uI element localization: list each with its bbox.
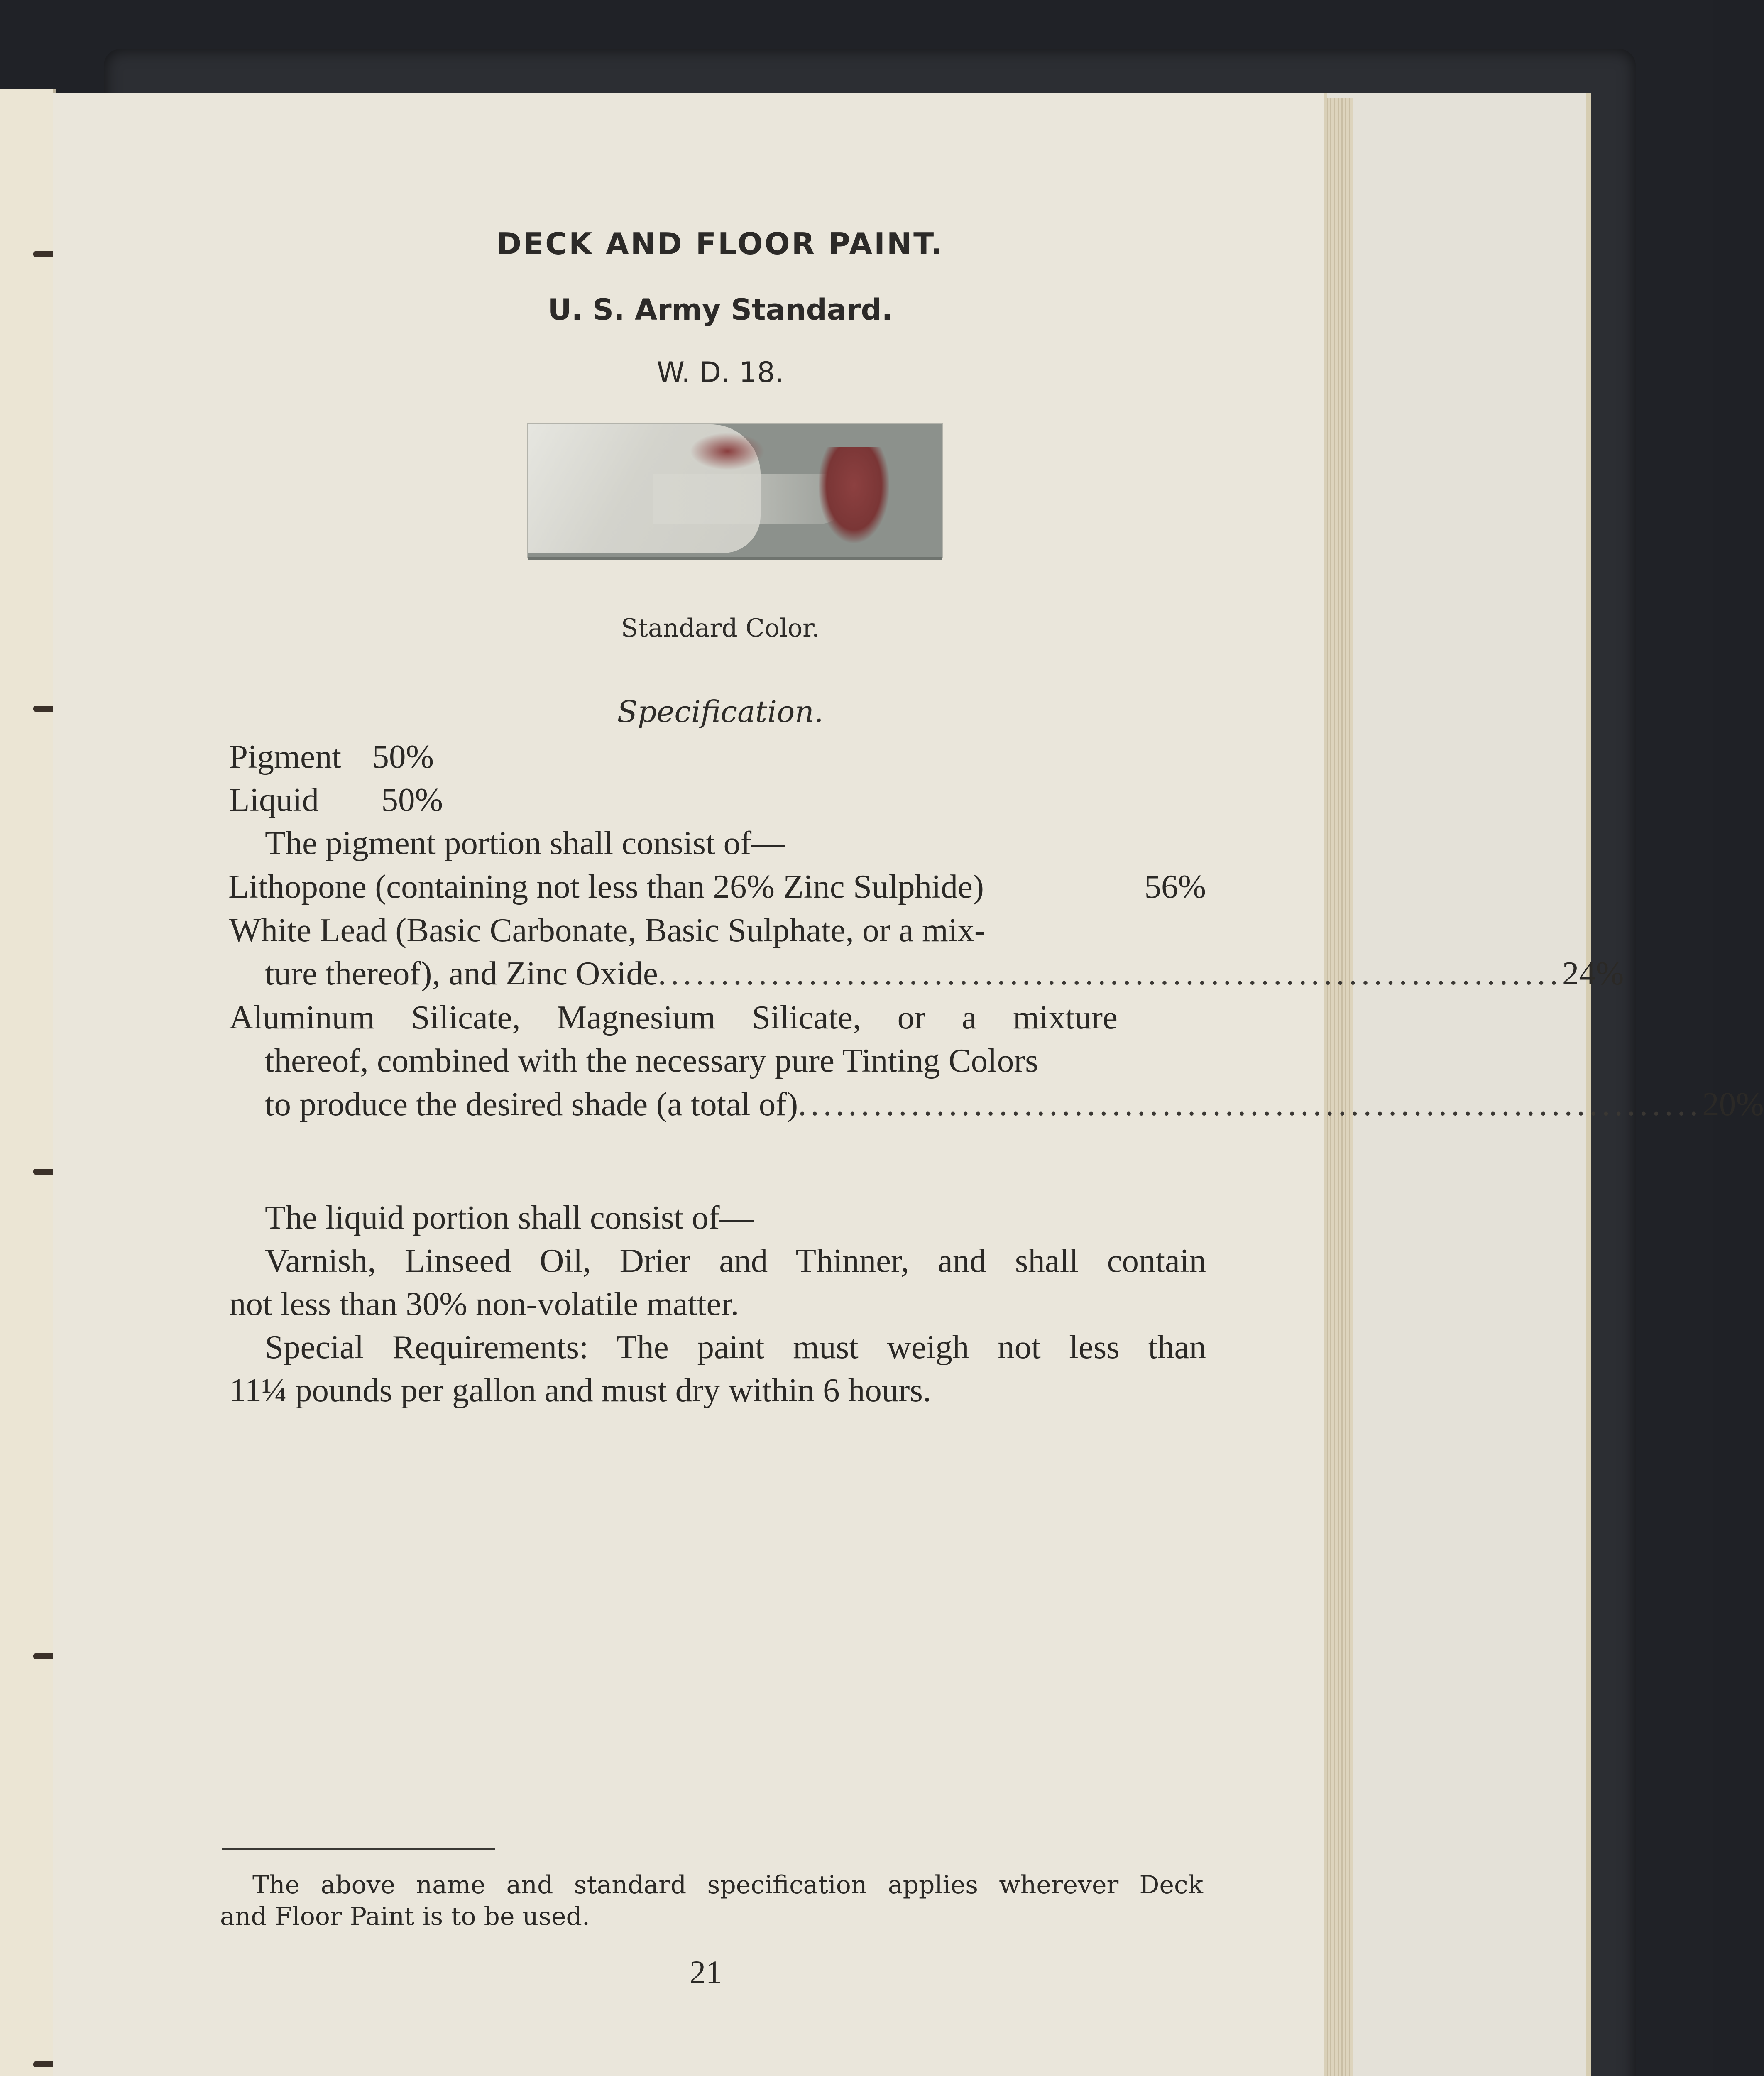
- dot-leader: ........................................................................: [798, 1085, 1703, 1123]
- pigment-item-white-lead: White Lead (Basic Carbonate, Basic Sulphate, or a mix-: [229, 911, 986, 949]
- spec-heading: Specification.: [617, 694, 824, 729]
- footnote: and Floor Paint is to be used.: [220, 1902, 590, 1931]
- pigment-item-aluminum: thereof, combined with the necessary pure Tinting Colors: [265, 1042, 1038, 1079]
- composition-label: Pigment: [229, 738, 342, 775]
- footnote-rule: [222, 1848, 495, 1850]
- item-text: to produce the desired shade (a total of): [265, 1085, 798, 1123]
- document-code: W. D. 18.: [656, 356, 784, 389]
- item-value: 56%: [1144, 868, 1206, 905]
- composition-value: 50%: [372, 738, 434, 775]
- swatch-red-stain: [819, 447, 889, 543]
- page-subtitle: U. S. Army Standard.: [548, 293, 893, 327]
- pigment-item-lithopone: [228, 865, 1206, 908]
- footnote: The above name and standard specification applies wherever Deck: [252, 1870, 1203, 1900]
- liquid-text: not less than 30% non-volatile matter.: [229, 1285, 739, 1322]
- item-value: 24%: [1562, 955, 1624, 992]
- liquid-text: Varnish, Linseed Oil, Drier and Thinner, and shall contain: [265, 1242, 1206, 1279]
- color-swatch: [528, 424, 942, 557]
- special-requirements: 11¼ pounds per gallon and must dry within 6 hours.: [229, 1371, 932, 1409]
- swatch-red-stain: [690, 433, 765, 470]
- page-number: 21: [690, 1954, 722, 1990]
- swatch-caption: Standard Color.: [621, 614, 820, 643]
- special-requirements: Special Requirements: The paint must weigh not less than: [265, 1328, 1206, 1366]
- pigment-item-aluminum: Aluminum Silicate, Magnesium Silicate, or a mixture: [229, 999, 1118, 1036]
- dot-leader: ........................................................................: [658, 955, 1562, 992]
- item-text: ture thereof), and Zinc Oxide: [265, 955, 658, 992]
- item-text: Lithopone (containing not less than 26% Zinc Sulphide): [228, 868, 984, 905]
- pigment-item-white-lead-leader: [265, 952, 1624, 995]
- pigment-item-aluminum-leader: [265, 1082, 1764, 1126]
- composition-label: Liquid: [229, 781, 319, 818]
- liquid-intro: The liquid portion shall consist of—: [265, 1199, 754, 1236]
- composition-row: [229, 735, 434, 778]
- composition-value: 50%: [381, 781, 443, 818]
- page-title: DECK AND FLOOR PAINT.: [497, 226, 944, 261]
- composition-row: [229, 778, 443, 821]
- pigment-intro: The pigment portion shall consist of—: [265, 824, 785, 862]
- item-value: 20%: [1702, 1085, 1764, 1123]
